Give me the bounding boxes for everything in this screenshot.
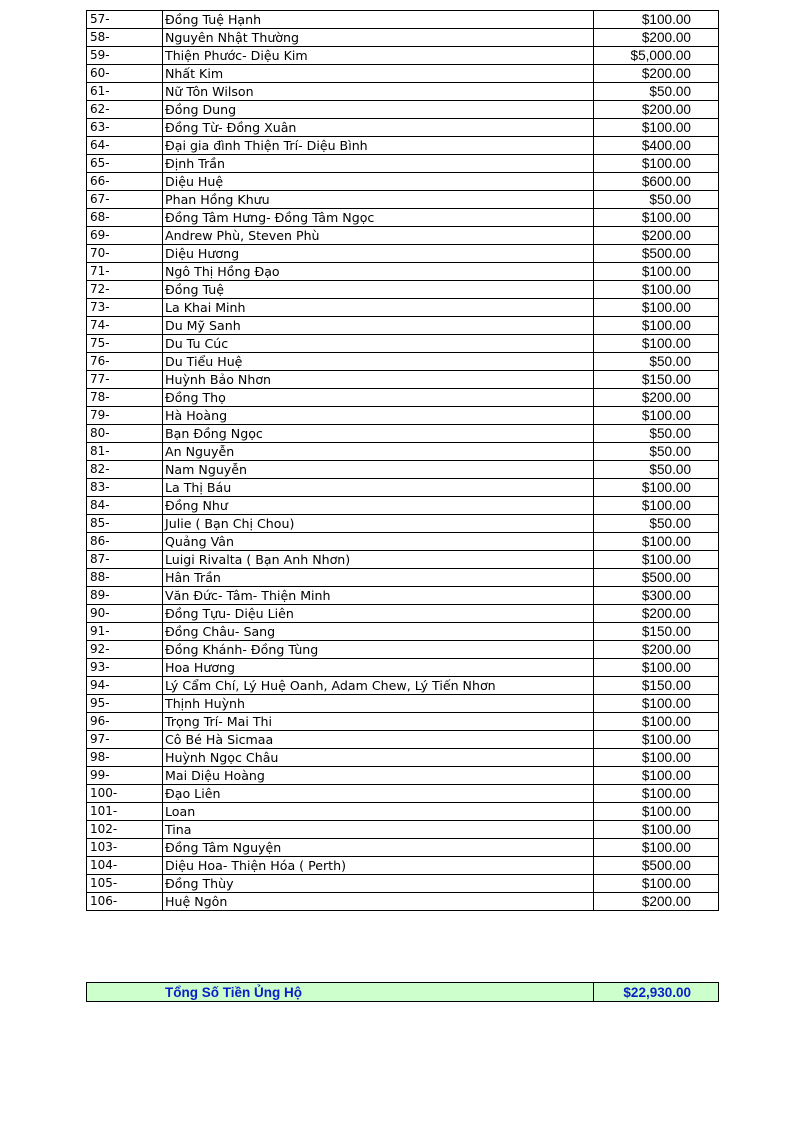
donation-amount: $50.00 — [594, 83, 719, 101]
donation-number: 66- — [87, 173, 163, 191]
donor-name: Đồng Khánh- Đồng Tùng — [163, 641, 594, 659]
donation-amount: $50.00 — [594, 353, 719, 371]
donation-amount: $50.00 — [594, 443, 719, 461]
donation-number: 73- — [87, 299, 163, 317]
donation-amount: $200.00 — [594, 605, 719, 623]
donation-row — [87, 497, 719, 515]
donation-amount: $100.00 — [594, 497, 719, 515]
donor-name: Trọng Trí- Mai Thi — [163, 713, 594, 731]
donation-row — [87, 263, 719, 281]
donation-number: 88- — [87, 569, 163, 587]
donation-amount: $100.00 — [594, 263, 719, 281]
donor-name: Ngô Thị Hồng Đạo — [163, 263, 594, 281]
donation-number: 76- — [87, 353, 163, 371]
donation-number: 71- — [87, 263, 163, 281]
donation-number: 103- — [87, 839, 163, 857]
donor-name: Du Mỹ Sanh — [163, 317, 594, 335]
donation-amount: $500.00 — [594, 245, 719, 263]
donation-row — [87, 677, 719, 695]
donor-name: Đồng Tâm Nguyện — [163, 839, 594, 857]
donation-amount: $100.00 — [594, 551, 719, 569]
donation-number: 86- — [87, 533, 163, 551]
donation-number: 65- — [87, 155, 163, 173]
donor-name: Hân Trần — [163, 569, 594, 587]
donation-amount: $100.00 — [594, 155, 719, 173]
donation-amount: $100.00 — [594, 695, 719, 713]
donation-amount: $300.00 — [594, 587, 719, 605]
donor-name: Mai Diệu Hoàng — [163, 767, 594, 785]
donation-number: 90- — [87, 605, 163, 623]
donor-name: Tina — [163, 821, 594, 839]
donation-row — [87, 875, 719, 893]
donation-amount: $100.00 — [594, 281, 719, 299]
donation-row — [87, 155, 719, 173]
donation-number: 89- — [87, 587, 163, 605]
donation-row — [87, 461, 719, 479]
donation-number: 93- — [87, 659, 163, 677]
donation-number: 85- — [87, 515, 163, 533]
donation-amount: $100.00 — [594, 119, 719, 137]
donor-name: Nam Nguyễn — [163, 461, 594, 479]
donation-number: 75- — [87, 335, 163, 353]
donor-name: Julie ( Bạn Chị Chou) — [163, 515, 594, 533]
donation-row — [87, 713, 719, 731]
total-row-table — [86, 982, 719, 1002]
donation-amount: $100.00 — [594, 317, 719, 335]
donation-amount: $200.00 — [594, 641, 719, 659]
donation-row — [87, 317, 719, 335]
donor-name: Hoa Hương — [163, 659, 594, 677]
donation-row — [87, 839, 719, 857]
donation-row — [87, 407, 719, 425]
donation-amount: $600.00 — [594, 173, 719, 191]
donation-number: 79- — [87, 407, 163, 425]
donation-amount: $5,000.00 — [594, 47, 719, 65]
donor-name: Đồng Như — [163, 497, 594, 515]
donation-row — [87, 641, 719, 659]
donation-number: 70- — [87, 245, 163, 263]
donation-row — [87, 605, 719, 623]
donor-name: Du Tu Cúc — [163, 335, 594, 353]
donation-amount: $50.00 — [594, 461, 719, 479]
donor-name: Loan — [163, 803, 594, 821]
donation-number: 63- — [87, 119, 163, 137]
donation-row — [87, 227, 719, 245]
donation-number: 67- — [87, 191, 163, 209]
donation-row — [87, 551, 719, 569]
donation-number: 81- — [87, 443, 163, 461]
donor-name: Văn Đức- Tâm- Thiện Minh — [163, 587, 594, 605]
donation-amount: $200.00 — [594, 389, 719, 407]
donor-name: Quảng Vân — [163, 533, 594, 551]
donations-table — [86, 10, 719, 911]
donation-amount: $50.00 — [594, 425, 719, 443]
donor-name: Nguyên Nhật Thường — [163, 29, 594, 47]
donation-number: 84- — [87, 497, 163, 515]
donation-amount: $100.00 — [594, 479, 719, 497]
donation-row — [87, 515, 719, 533]
donation-number: 61- — [87, 83, 163, 101]
donor-name: An Nguyễn — [163, 443, 594, 461]
donor-name: Huỳnh Ngọc Châu — [163, 749, 594, 767]
donor-name: Huỳnh Bảo Nhơn — [163, 371, 594, 389]
donation-row — [87, 191, 719, 209]
donor-name: Thiện Phước- Diệu Kim — [163, 47, 594, 65]
donation-amount: $100.00 — [594, 785, 719, 803]
donation-amount: $200.00 — [594, 65, 719, 83]
donor-name: Lý Cẩm Chí, Lý Huệ Oanh, Adam Chew, Lý Tiến Nhơn — [163, 677, 594, 695]
donation-row — [87, 659, 719, 677]
donation-amount: $100.00 — [594, 11, 719, 29]
donation-number: 72- — [87, 281, 163, 299]
donation-number: 94- — [87, 677, 163, 695]
donation-row — [87, 785, 719, 803]
donation-row — [87, 353, 719, 371]
donation-number: 58- — [87, 29, 163, 47]
donation-amount: $100.00 — [594, 713, 719, 731]
donation-amount: $100.00 — [594, 533, 719, 551]
donation-number: 80- — [87, 425, 163, 443]
donor-name: Đồng Tuệ Hạnh — [163, 11, 594, 29]
donation-row — [87, 137, 719, 155]
donation-number: 95- — [87, 695, 163, 713]
donation-number: 106- — [87, 893, 163, 911]
donation-number: 59- — [87, 47, 163, 65]
donation-row — [87, 299, 719, 317]
donation-amount: $150.00 — [594, 677, 719, 695]
donation-row — [87, 803, 719, 821]
donation-number: 60- — [87, 65, 163, 83]
donation-amount: $100.00 — [594, 839, 719, 857]
donation-number: 97- — [87, 731, 163, 749]
donor-name: Diệu Hoa- Thiện Hóa ( Perth) — [163, 857, 594, 875]
donation-amount: $100.00 — [594, 803, 719, 821]
donation-number: 78- — [87, 389, 163, 407]
donation-amount: $50.00 — [594, 515, 719, 533]
donor-name: Đồng Thùy — [163, 875, 594, 893]
donation-row — [87, 569, 719, 587]
donation-number: 83- — [87, 479, 163, 497]
donation-number: 87- — [87, 551, 163, 569]
donor-name: Hà Hoàng — [163, 407, 594, 425]
donor-name: Nữ Tôn Wilson — [163, 83, 594, 101]
donation-amount: $100.00 — [594, 407, 719, 425]
total-label: Tổng Số Tiền Ủng Hộ — [87, 983, 594, 1002]
donation-amount: $100.00 — [594, 821, 719, 839]
donor-name: Đồng Tựu- Diệu Liên — [163, 605, 594, 623]
donor-name: Diệu Huệ — [163, 173, 594, 191]
donor-name: Đồng Tâm Hưng- Đồng Tâm Ngọc — [163, 209, 594, 227]
donor-name: La Khai Minh — [163, 299, 594, 317]
donation-row — [87, 479, 719, 497]
donation-number: 99- — [87, 767, 163, 785]
donation-amount: $50.00 — [594, 191, 719, 209]
total-row — [87, 983, 719, 1002]
donation-amount: $150.00 — [594, 623, 719, 641]
donation-number: 101- — [87, 803, 163, 821]
donation-number: 68- — [87, 209, 163, 227]
donor-name: Bạn Đồng Ngọc — [163, 425, 594, 443]
donation-row — [87, 245, 719, 263]
donation-amount: $200.00 — [594, 101, 719, 119]
donation-number: 91- — [87, 623, 163, 641]
donor-name: Du Tiểu Huệ — [163, 353, 594, 371]
donation-row — [87, 821, 719, 839]
donor-name: Andrew Phù, Steven Phù — [163, 227, 594, 245]
donor-name: Huệ Ngôn — [163, 893, 594, 911]
donation-number: 98- — [87, 749, 163, 767]
donation-row — [87, 101, 719, 119]
donation-amount: $100.00 — [594, 209, 719, 227]
donation-amount: $100.00 — [594, 875, 719, 893]
donation-row — [87, 767, 719, 785]
donor-name: Thịnh Huỳnh — [163, 695, 594, 713]
donation-number: 64- — [87, 137, 163, 155]
donation-row — [87, 587, 719, 605]
donation-row — [87, 119, 719, 137]
donation-row — [87, 47, 719, 65]
donation-row — [87, 389, 719, 407]
donation-number: 104- — [87, 857, 163, 875]
donation-row — [87, 695, 719, 713]
donation-amount: $200.00 — [594, 227, 719, 245]
donation-amount: $100.00 — [594, 335, 719, 353]
donation-amount: $500.00 — [594, 569, 719, 587]
donation-number: 82- — [87, 461, 163, 479]
donation-number: 96- — [87, 713, 163, 731]
donation-number: 57- — [87, 11, 163, 29]
donation-amount: $100.00 — [594, 749, 719, 767]
donor-name: Đại gia đình Thiện Trí- Diệu Bình — [163, 137, 594, 155]
donation-amount: $100.00 — [594, 731, 719, 749]
donation-amount: $200.00 — [594, 29, 719, 47]
donation-number: 69- — [87, 227, 163, 245]
donor-name: La Thị Báu — [163, 479, 594, 497]
donation-row — [87, 29, 719, 47]
donation-row — [87, 65, 719, 83]
donor-name: Nhất Kim — [163, 65, 594, 83]
donation-row — [87, 425, 719, 443]
donation-row — [87, 731, 719, 749]
donation-number: 102- — [87, 821, 163, 839]
donation-amount: $100.00 — [594, 767, 719, 785]
donation-amount: $100.00 — [594, 659, 719, 677]
donor-name: Đạo Liên — [163, 785, 594, 803]
donation-row — [87, 749, 719, 767]
donation-row — [87, 443, 719, 461]
donation-number: 62- — [87, 101, 163, 119]
donor-name: Luigi Rivalta ( Bạn Anh Nhơn) — [163, 551, 594, 569]
donations-table-body — [87, 11, 719, 911]
donor-name: Đồng Thọ — [163, 389, 594, 407]
donor-name: Cô Bé Hà Sicmaa — [163, 731, 594, 749]
donor-name: Đồng Châu- Sang — [163, 623, 594, 641]
donation-row — [87, 533, 719, 551]
donation-row — [87, 857, 719, 875]
donation-row — [87, 893, 719, 911]
donation-amount: $150.00 — [594, 371, 719, 389]
donation-row — [87, 209, 719, 227]
donation-number: 74- — [87, 317, 163, 335]
donor-name: Định Trần — [163, 155, 594, 173]
donation-row — [87, 281, 719, 299]
donor-name: Phan Hồng Khưu — [163, 191, 594, 209]
total-amount: $22,930.00 — [594, 983, 719, 1002]
donation-row — [87, 11, 719, 29]
donation-number: 100- — [87, 785, 163, 803]
donation-row — [87, 83, 719, 101]
donation-amount: $400.00 — [594, 137, 719, 155]
donation-number: 92- — [87, 641, 163, 659]
donation-row — [87, 371, 719, 389]
donor-name: Diệu Hương — [163, 245, 594, 263]
donation-number: 105- — [87, 875, 163, 893]
donation-number: 77- — [87, 371, 163, 389]
donation-row — [87, 335, 719, 353]
donation-amount: $100.00 — [594, 299, 719, 317]
donation-row — [87, 623, 719, 641]
donation-row — [87, 173, 719, 191]
donation-amount: $500.00 — [594, 857, 719, 875]
donor-name: Đồng Từ- Đồng Xuân — [163, 119, 594, 137]
donation-amount: $200.00 — [594, 893, 719, 911]
donor-name: Đồng Tuệ — [163, 281, 594, 299]
donor-name: Đồng Dung — [163, 101, 594, 119]
